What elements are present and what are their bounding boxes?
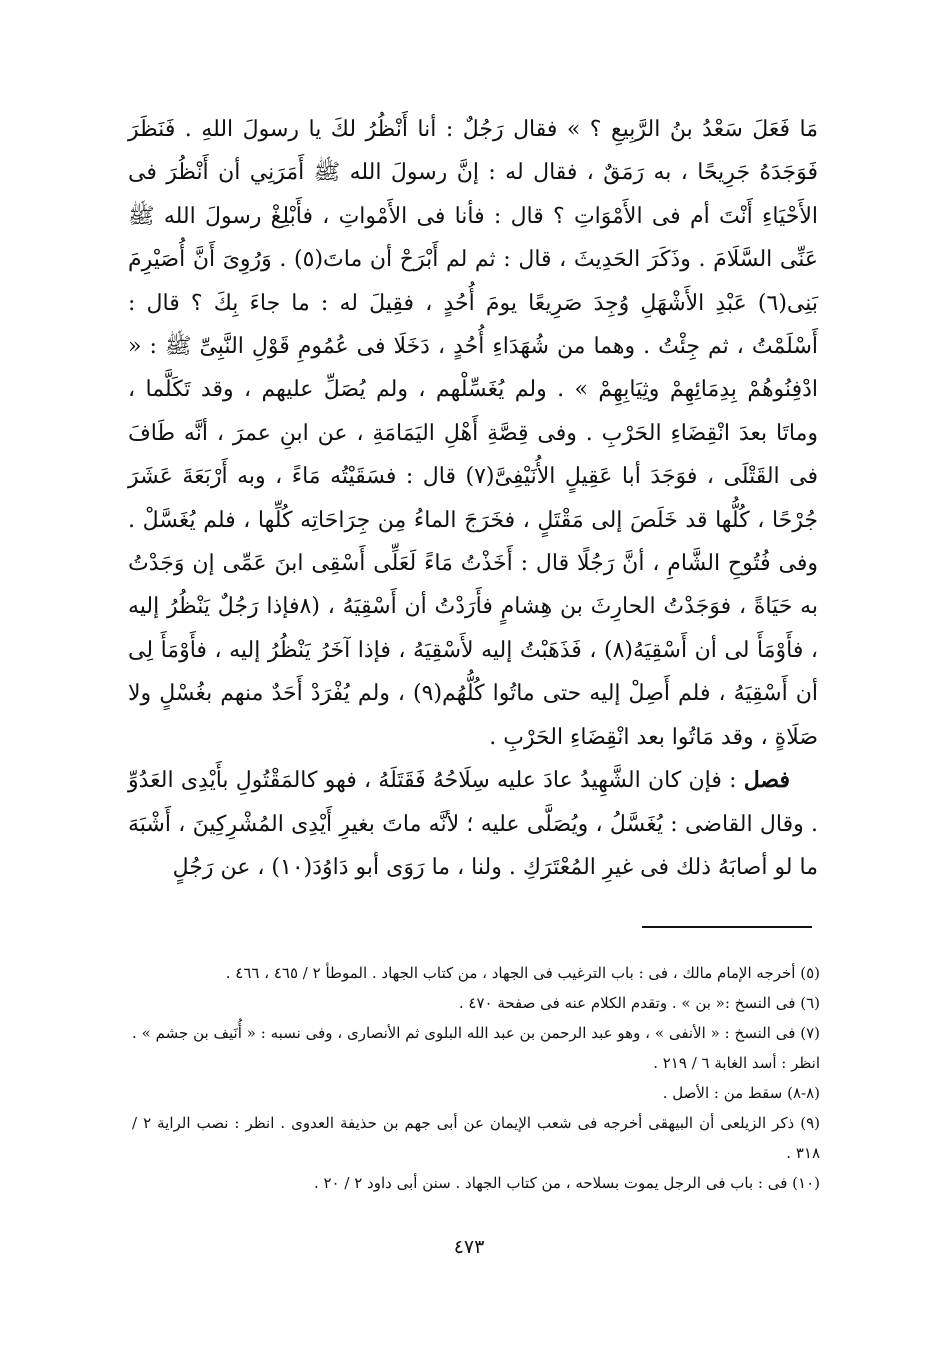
footnote-6: (٦) فى النسخ :« بن » . وتقدم الكلام عنه فى صفحة ٤٧٠ . xyxy=(458,994,820,1012)
main-paragraph-2 xyxy=(128,759,818,889)
main-text-body xyxy=(128,108,818,889)
footnote-8: (٨-٨) سقط من : الأصل . xyxy=(662,1084,820,1102)
section-label: فصل xyxy=(743,767,790,794)
footnote-divider xyxy=(642,926,812,928)
main-paragraph-1: مَا فَعَلَ سَعْدُ بنُ الرَّبِيعِ ؟ » فقال رَجُلٌ : أنا أَنْظُرُ لكَ يا رسولَ اللهِ . فَنَظَرَ فَوَجَدَهُ جَرِيحًا ، به رَمَقٌ ، فقال له : إنَّ رسولَ الله ﷺ أَمَرَنِي أن أَنْظُرَ فى الأَحْيَاءِ أَنْتَ أم فى الأَمْوَاتِ ؟ قال : فأنا فى الأَمْواتِ ، فأَبْلِغْ رسولَ الله ﷺ عَنِّى السَّلَامَ . وذَكَرَ الحَدِيثَ ، قال : ثم لم أَبْرَحْ أن ماتَ(٥) . وَرُوِىَ أَنَّ أُصَيْرِمَ بَنِى(٦) عَبْدِ الأَشْهَلِ وُجِدَ صَرِيعًا يومَ أُحُدٍ ، فقِيلَ له : ما جاءَ بِكَ ؟ قال : أَسْلَمْتُ ، ثم جِئْتُ . وهما من شُهَدَاءِ أُحُدٍ ، دَخَلَا فى عُمُومِ قَوْلِ النَّبِىِّ ﷺ : « ادْفِنُوهُمْ بِدِمَائِهِمْ وثِيَابِهِمْ » . ولم يُغَسِّلْهم ، ولم يُصَلِّ عليهم ، وقد تَكَلَّما ، وماتَا بعدَ انْقِضَاءِ الحَرْبِ . وفى قِصَّةِ أَهْلِ اليَمَامَةِ ، عن ابنِ عمرَ ، أنَّه طَافَ فى القَتْلَى ، فوَجَدَ أبا عَقِيلٍ الأُنَيْفِىَّ(٧) قال : فسَقَيْتُه مَاءً ، وبه أَرْبَعَةَ عَشَرَ جُرْحًا ، كُلُّها قد خَلَصَ إلى مَقْتَلٍ ، فخَرَجَ الماءُ مِن جِرَاحَاتِه كُلِّها ، فلم يُغَسَّلْ . وفى فُتُوحِ الشَّامِ ، أنَّ رَجُلًا قال : أَخَذْتُ مَاءً لَعَلِّى أَسْقِى ابنَ عَمِّى إن وَجَدْتُ به حَيَاةً ، فوَجَدْتُ الحارِثَ بن هِشامٍ فأَرَدْتُ أن أَسْقِيَهُ ، (٨فإذا رَجُلٌ يَنْظُرُ إليه ، فأَوْمَأَ لى أن أَسْقِيَهُ(٨) ، فَذَهَبْتُ إليه لأَسْقِيَهُ ، فإذا آخَرُ يَنْظُرُ إليه ، فأَوْمَأَ لِى أن أَسْقِيَهُ ، فلم أَصِلْ إليه حتى ماتُوا كُلُّهُم(٩) ، ولم يُفْرَدْ أَحَدٌ منهم بغُسْلٍ ولا صَلَاةٍ ، وقد مَاتُوا بعد انْقِضَاءِ الحَرْبِ . xyxy=(128,117,819,750)
footnote-9: (٩) ذكر الزيلعى أن البيهقى أخرجه فى شعب الإيمان عن أبى جهم بن حذيفة العدوى . انظر : نصب الراية ٢ / ٣١٨ . xyxy=(132,1114,821,1162)
page-number: ٤٧٣ xyxy=(453,1236,485,1258)
footnote-7: (٧) فى النسخ : « الأنفى » ، وهو عبد الرحمن بن عبد الله البلوى ثم الأنصارى ، وفى نسبه : « أُنَيف بن جشم » . انظر : أسد الغابة ٦ / ٢١٩ . xyxy=(132,1024,820,1072)
footnotes xyxy=(132,958,820,1198)
footnote-5: (٥) أخرجه الإمام مالك ، فى : باب الترغيب فى الجهاد ، من كتاب الجهاد . الموطأ ٢ / ٤٦٥ ، ٤٦٦ . xyxy=(225,964,820,982)
footnote-10: (١٠) فى : باب فى الرجل يموت بسلاحه ، من كتاب الجهاد . سنن أبى داود ٢ / ٢٠ . xyxy=(313,1174,820,1192)
section-text: : فإن كان الشَّهِيدُ عادَ عليه سِلَاحُهُ فَقَتَلَهُ ، فهو كالمَقْتُولِ بأَيْدِى العَدُوِّ . وقال القاضى : يُغَسَّلُ ، ويُصَلَّى عليه ؛ لأنَّه ماتَ بغيرِ أَيْدِى المُشْرِكِينَ ، أَشْبَهَ ما لو أصابَهُ ذلك فى غيرِ المُعْتَرَكِ . ولنا ، ما رَوَى أبو دَاوُدَ(١٠) ، عن رَجُلٍ xyxy=(128,768,818,880)
